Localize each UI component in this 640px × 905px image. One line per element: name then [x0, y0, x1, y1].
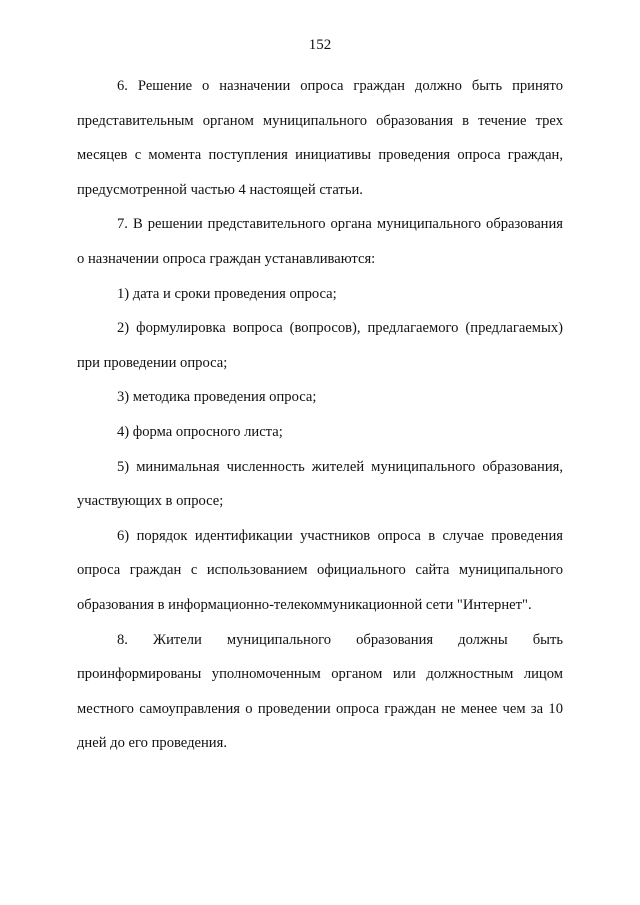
- list-item-4: 4) форма опросного листа;: [117, 423, 283, 440]
- document-body: [77, 69, 563, 761]
- paragraph-7: 7. В решении представительного органа муниципального образования о назначении опроса граждан устанавливаются:: [77, 216, 563, 267]
- list-item-2: 2) формулировка вопроса (вопросов), предлагаемого (предлагаемых) при проведении опроса;: [77, 320, 563, 371]
- paragraph-6: 6. Решение о назначении опроса граждан должно быть принято представительным органом муниципального образования в течение трех месяцев с момента поступления инициативы проведения опроса граждан, предусмотренной частью 4 настоящей статьи.: [77, 78, 563, 198]
- page-number: 152: [308, 37, 332, 53]
- list-item-5: 5) минимальная численность жителей муниципального образования, участвующих в опросе;: [77, 458, 563, 510]
- list-item-3: 3) методика проведения опроса;: [117, 389, 317, 406]
- list-item-6: 6) порядок идентификации участников опроса в случае проведения опроса граждан с использованием официального сайта муниципального образования в информационно-телекоммуникационной сети "Интернет".: [77, 527, 563, 613]
- list-item-1: 1) дата и сроки проведения опроса;: [117, 285, 337, 302]
- paragraph-8: 8. Жители муниципального образования должны быть проинформированы уполномоченным органом или должностным лицом местного самоуправления о проведении опроса граждан не менее чем за 10 дней до его проведения.: [77, 631, 563, 752]
